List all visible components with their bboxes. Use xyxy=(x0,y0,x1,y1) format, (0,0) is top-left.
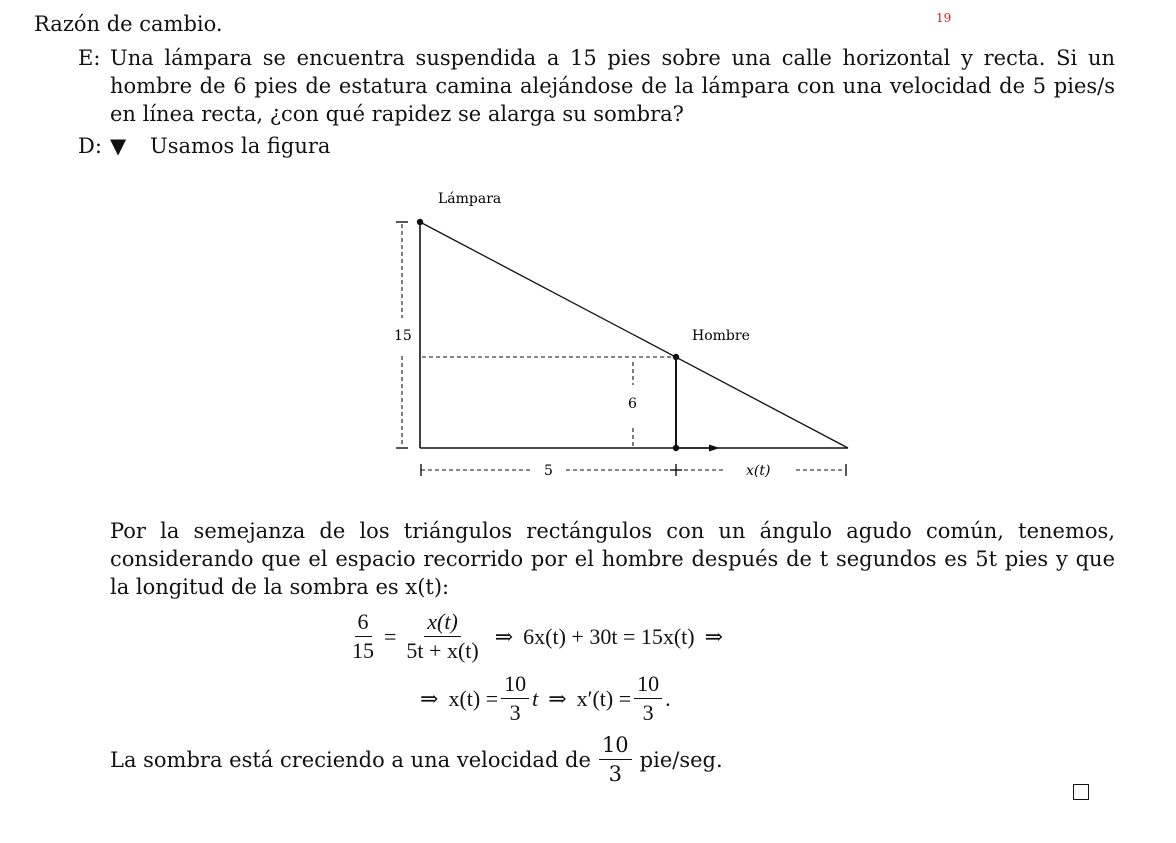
fraction-10-3-b: $\frac{10}{3}$ xyxy=(634,672,662,725)
distance-label: 5 xyxy=(544,463,553,479)
man-foot-point xyxy=(673,445,679,451)
lamp-height-label: 15 xyxy=(394,328,412,344)
qed-square xyxy=(1073,784,1089,800)
derivative-lhs: x′(t) = xyxy=(576,685,632,711)
solution-lhs: x(t) = xyxy=(448,685,499,711)
equation-line-1: $\frac{6}{15}$ = $\frac{x(t)}{5t + x(t)}$ ⇒ 6x(t) + 30t = 15x(t) ⇒ xyxy=(346,610,723,663)
conclusion-text: La sombra está creciendo a una velocidad de xyxy=(110,747,591,772)
equation-line-2: ⇒ x(t) = $\frac{10}{3}$ t ⇒ x′(t) = $\frac{10}{3}$ . xyxy=(420,671,671,725)
light-ray xyxy=(420,222,848,448)
shadow-label: x(t) xyxy=(746,463,771,479)
section-title: Razón de cambio. xyxy=(34,12,223,36)
conclusion-line xyxy=(110,733,723,786)
fraction-shadow: $\frac{x(t)}{5t + x(t)}$ xyxy=(406,609,479,663)
linear-equation: 6x(t) + 30t = 15x(t) xyxy=(523,623,695,649)
page-number: 19 xyxy=(936,11,952,25)
conclusion-fraction: $\frac{10}{3}$ xyxy=(599,733,632,786)
exercise-label: E: xyxy=(78,46,101,70)
man-head-point xyxy=(673,354,679,360)
lamp-label: Lámpara xyxy=(438,191,502,207)
fraction-6-15: $\frac{6}{15}$ xyxy=(352,609,374,663)
solution-marker: ▼ xyxy=(110,134,127,158)
solution-intro: Usamos la figura xyxy=(150,134,331,158)
lamp-point xyxy=(417,219,423,225)
motion-arrow-head xyxy=(709,445,720,452)
man-height-label: 6 xyxy=(628,396,637,412)
conclusion-unit: pie/seg. xyxy=(639,747,723,772)
explanation-text: Por la semejanza de los triángulos rectángulos con un ángulo agudo común, tenemos, considerando que el espacio recorrido por el hombre después de t segundos es 5t pies y que la longitud de la sombra es x(t): xyxy=(110,519,1115,599)
solution-label: D: xyxy=(78,134,102,158)
fraction-10-3-a: $\frac{10}{3}$ xyxy=(501,672,529,725)
exercise-text: Una lámpara se encuentra suspendida a 15 pies sobre una calle horizontal y recta. Si un hombre de 6 pies de estatura camina alejándose de la lámpara con una velocidad de 5 pies/s en línea recta, ¿con qué rapidez se alarga su sombra? xyxy=(110,46,1115,126)
man-label: Hombre xyxy=(692,328,750,344)
